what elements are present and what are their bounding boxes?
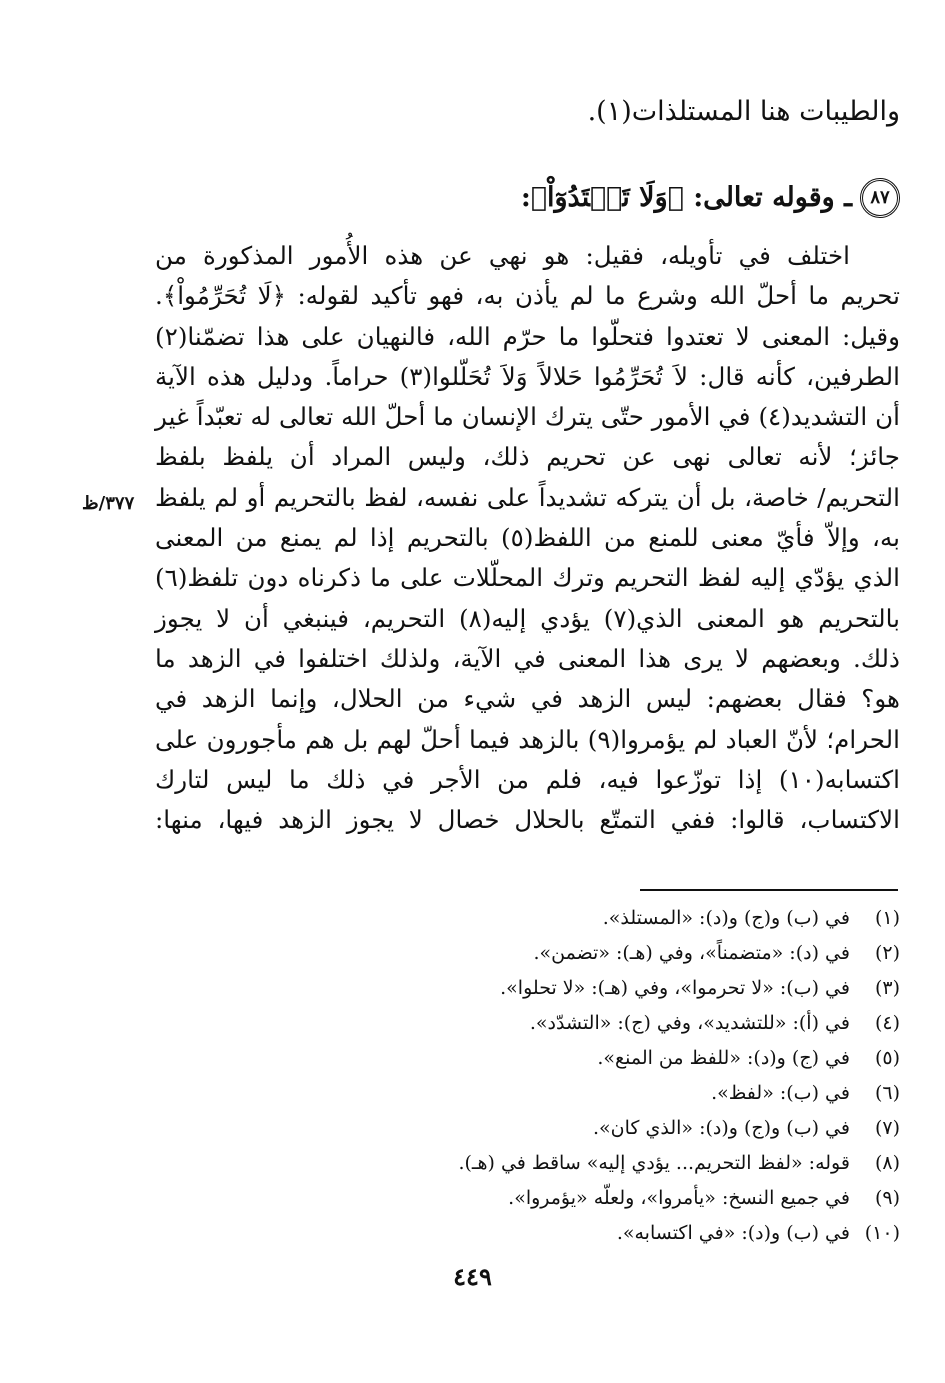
intro-line: والطيبات هنا المستلذات(١).	[587, 96, 900, 127]
text-line: أن التشديد(٤) في الأمور حتّى يترك الإنسان ما أحلّ الله تعالى له تعبّداً غير	[155, 402, 900, 432]
text-line: وقيل: المعنى لا تعتدوا فتحلّوا ما حرّم الله، فالنهيان على هذا تضمّنا(٢)	[155, 321, 900, 351]
footnote-text: في (د): «متضمناً»، وفي (هـ): «تضمن».	[533, 942, 850, 964]
footnote-number: (٧)	[874, 1117, 900, 1139]
footnote-number: (٥)	[874, 1047, 900, 1069]
footnote	[200, 901, 900, 936]
footnote-number: (٣)	[874, 977, 900, 999]
footnote-text: في (أ): «للتشديد»، وفي (ج): «التشدّد».	[529, 1012, 850, 1034]
main-text	[155, 236, 900, 840]
footnote-number: (٢)	[874, 942, 900, 964]
footnote-number: (٩)	[874, 1187, 900, 1209]
heading-text: ـ وقوله تعالى: ﴿وَلَا تَعۡتَدُوٓاْ﴾:	[520, 182, 852, 213]
text-line: الاكتساب، قالوا: ففي التمتّع بالحلال خصال لا يجوز الزهد فيها، منها:	[155, 805, 900, 835]
verse-number-badge: ٨٧	[860, 178, 900, 218]
manuscript-folio-marker: ٣٧٧/ظ	[82, 493, 135, 514]
footnote-text: في جميع النسخ: «يأمروا»، ولعلّه «يؤمروا».	[508, 1187, 850, 1209]
section-heading	[100, 178, 900, 218]
text-line: التحريم/ خاصة، بل أن يتركه تشديداً على نفسه، لفظ بالتحريم أو لم يلفظ	[155, 482, 900, 512]
footnote	[200, 1041, 900, 1076]
footnote-number: (٤)	[874, 1012, 900, 1034]
text-line: جائز؛ لأنه تعالى نهى عن تحريم ذلك، وليس المراد أن يلفظ بلفظ	[155, 442, 900, 472]
text-line: اكتسابه(١٠) إذا توزّعوا فيه، فلم من الأجر في ذلك ما ليس لتارك	[155, 764, 900, 794]
text-line: الحرام؛ لأنّ العباد لم يؤمروا(٩) بالزهد فيما أحلّ لهم بل هم مأجورون على	[155, 724, 900, 754]
page-number: ٤٤٩	[453, 1262, 492, 1291]
footnote	[200, 1181, 900, 1216]
footnote-number: (١٠)	[864, 1222, 900, 1244]
footnote	[200, 1216, 900, 1251]
footnote-number: (٦)	[874, 1082, 900, 1104]
footnote-text: في (ب) و(ج) و(د): «المستلذ».	[602, 907, 850, 929]
text-line: تحريم ما أحلّ الله وشرع ما لم يأذن به، فهو تأكيد لقوله: ﴿لَا تُحَرِّمُواْ﴾.	[155, 281, 900, 311]
footnote-text: في (ب) و(ج) و(د): «الذي كان».	[593, 1117, 850, 1139]
footnote-text: في (ب): «لا تحرموا»، وفي (هـ): «لا تحلوا».	[500, 977, 850, 999]
text-line: الطرفين، كأنه قال: لاَ تُحَرِّمُوا حَلالاً وَلاَ تُحَلّلوا(٣) حراماً. ودليل هذه الآية	[155, 361, 900, 391]
footnote-number: (١)	[874, 907, 900, 929]
footnote-separator	[640, 889, 898, 891]
footnote-text: في (ب) و(د): «في اكتسابه».	[616, 1222, 850, 1244]
footnote-text: قوله: «لفظ التحريم... يؤدي إليه» ساقط في (هـ).	[458, 1152, 850, 1174]
footnote-number: (٨)	[874, 1152, 900, 1174]
text-line: ذلك. وبعضهم لا يرى هذا المعنى في الآية، ولذلك اختلفوا في الزهد ما	[155, 643, 900, 673]
footnote	[200, 971, 900, 1006]
text-line: هو؟ فقال بعضهم: ليس الزهد في شيء من الحلال، وإنما الزهد في	[155, 684, 900, 714]
text-line: الذي يؤدّي إليه لفظ التحريم وترك المحلّلات على ما ذكرناه دون تلفظ(٦)	[155, 563, 900, 593]
footnote-text: في (ب): «لفظ».	[711, 1082, 850, 1104]
text-line: اختلف في تأويله، فقيل: هو نهي عن هذه الأُمور المذكورة من	[155, 241, 850, 270]
footnote	[200, 936, 900, 971]
text-line: بالتحريم هو المعنى الذي(٧) يؤدي إليه(٨) التحريم، فينبغي أن لا يجوز	[155, 603, 900, 633]
footnotes	[200, 901, 900, 1251]
footnote	[200, 1146, 900, 1181]
footnote-text: في (ج) و(د): «للفظ من المنع».	[597, 1047, 850, 1069]
footnote	[200, 1076, 900, 1111]
footnote	[200, 1111, 900, 1146]
text-line: به، وإلاّ فأيّ معنى للمنع من اللفظ(٥) بالتحريم إذا لم يمنع من المعنى	[155, 523, 900, 553]
footnote	[200, 1006, 900, 1041]
